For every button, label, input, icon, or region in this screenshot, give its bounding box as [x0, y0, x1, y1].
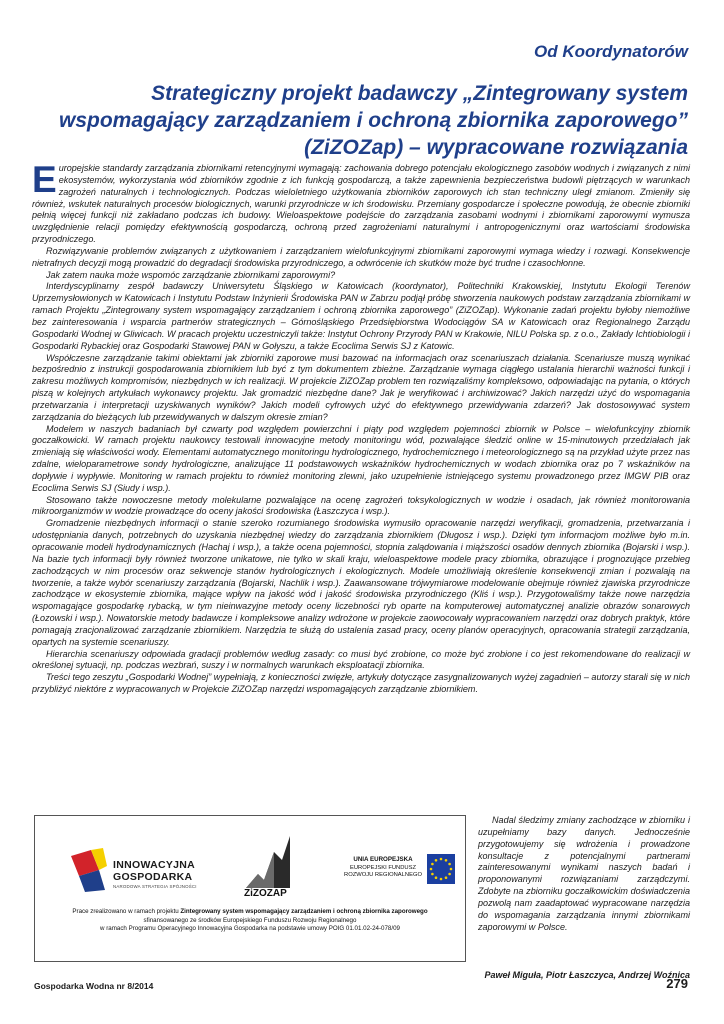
eu-logo — [331, 852, 456, 886]
funding-project-name: Zintegrowany system wspomagający zarządzaniem i ochroną zbiornika zaporowego — [180, 908, 428, 915]
paragraph-7: Stosowano także nowoczesne metody molekularne pozwalające na ocenę zagrożeń toksykologicznych w wodzie i osadach, jak również monitorowania mikroorganizmów w wodzie prowadzące do oceny jakości środowiska (Łaszczyca i wsp.). — [32, 494, 690, 517]
drop-cap: E — [32, 159, 57, 200]
article-body — [32, 159, 690, 696]
paragraph-1-text: uropejskie standardy zarządzania zbiornikami retencyjnymi wymagają: zachowania dobrego potencjału ekologicznego zasobów wodnych i związanych z nimi ekosystemów, wykorzystania wód zbiorników zgodnie z ich funkcją gospodarczą, a także zapewnienia bezpieczeństwa budowli piętrzących w warunkach zagrożeń naturalnych i technologicznych. Podczas wieloletniego użytkowania zbiorników zaporowych ich stan techniczny uległ zmianom. Zmieniły się również, wskutek naturalnych procesów biologicznych, warunki przyrodnicze w ich środowisku. Przemiany gospodarcze i społeczne powodują, że obecnie zbiorniki pełnią więcej funkcji niż zakładano podczas ich budowy. Wieloaspektowe podejście do zarządzania zasobami wodnymi i zbiornikami zaporowymi wymusza uwzględnienie relacji pomiędzy efektywnością gospodarczą, ochroną przed zagrożeniami naturalnymi i antropogenicznymi oraz wartościami środowiska przyrodniczego. — [32, 163, 690, 245]
funding-line-3: w ramach Programu Operacyjnego Innowacyjna Gospodarka na podstawie umowy POIG 01.01.02-24-078/09 — [100, 925, 400, 933]
title-line-2: wspomagający zarządzaniem i ochroną zbiornika zaporowego” — [59, 109, 688, 132]
eu-logo-line-3: ROZWOJU REGIONALNEGO — [344, 872, 422, 878]
sidebar-paragraph: Nadal śledzimy zmiany zachodzące w zbiorniku i uzupełniamy bazy danych. Jednocześnie przygotowujemy się wdrożenia i prowadzone konsultacje z potencjalnymi partnerami zainteresowanymi wynikami naszych badań i proponowanymi rozwiązaniami zarządczymi. Zdobyte na zbiorniku goczałkowickim doświadczenia pozwolą nam zaadaptować wypracowane narzędzia do wspomagania zarządzania innymi zbiornikami zaporowymi w Polsce. — [478, 815, 690, 932]
paragraph-9: Hierarchia scenariuszy odpowiada gradacji problemów według zasady: co musi być zrobione, co może być zrobione i co jest rekomendowane do realizacji w określonej sytuacji, np. podczas wezbrań, suszy i w normalnych warunkach eksploatacji zbiornika. — [32, 648, 690, 671]
title-line-1: Strategiczny projekt badawczy „Zintegrowany system — [151, 82, 688, 105]
funding-line-2: sfinansowanego ze środków Europejskiego Funduszu Rozwoju Regionalnego — [143, 916, 357, 924]
title-line-3: (ZiZOZap) – wypracowane rozwiązania — [304, 136, 688, 159]
ig-logo-line-1: INNOWACYJNA — [113, 859, 196, 871]
funding-statement — [43, 908, 457, 934]
paragraph-2: Rozwiązywanie problemów związanych z użytkowaniem i zarządzaniem wielofunkcyjnymi zbiornikami zaporowymi wymaga wiedzy i rozwagi. Konsekwencje nietrafnych decyzji mogą prowadzić do degradacji środowiska przyrodniczego, a odwrócenie ich skutków może być trudne i czasochłonne. — [32, 245, 690, 268]
paragraph-3: Jak zatem nauka może wspomóc zarządzanie zbiornikami zaporowymi? — [46, 269, 336, 280]
eu-logo-line-1: UNIA EUROPEJSKA — [353, 856, 413, 863]
journal-footer: Gospodarka Wodna nr 8/2014 — [34, 981, 154, 991]
funding-box — [34, 815, 466, 962]
article-title — [32, 80, 688, 161]
paragraph-6: Modelem w naszych badaniach był czwarty pod względem powierzchni i piąty pod względem pojemności zbiornik w Polsce – wielofunkcyjny zbiornik goczałkowicki. W ramach projektu naukowcy testowali innowacyjne metody monitoringu wód, pozwalające śledzić online w 15-minutowych przedziałach jak zmieniają się właściwości wody. Elementami automatycznego monitoringu hydrologicznego, hydrochemicznego i meteorologicznego są na przykład użyte przez nas zdalne, wieloparametrowe sondy hydrologiczne, analizujące 11 podstawowych wskaźników hydrochemicznych w wodach zbiornika oraz po 7 wskaźników na dopływie i wypływie. Monitoring w ramach projektu to również monitoring zlewni, jako uzupełnienie istniejącego systemu prowadzonego przez IMGW PIB oraz Ecoclima Serwis SJ (Siudy i wsp.). — [32, 423, 690, 493]
authors: Paweł Miguła, Piotr Łaszczyca, Andrzej Woźnica — [484, 970, 690, 980]
paragraph-1 — [32, 159, 690, 246]
ig-logo-line-3: NARODOWA STRATEGIA SPÓJNOŚCI — [113, 884, 197, 889]
zizozap-logo-text: ZiZOZAP — [244, 888, 287, 898]
zizozap-logo — [240, 830, 295, 898]
section-heading: Od Koordynatorów — [534, 42, 688, 61]
funding-line-1 — [43, 908, 457, 917]
funding-line-1-prefix: Prace zrealizowano w ramach projektu — [72, 908, 181, 915]
paragraph-10: Treści tego zeszytu „Gospodarki Wodnej” wypełniają, z konieczności zwięzłe, artykuły dotyczące zasygnalizowanych wyżej zagadnień – autorzy starali się w nich przybliżyć niektóre z wypracowanych w Projekcie ZiZOZap narzędzi wspomagających zarządzanie zbiornikiem. — [32, 672, 690, 695]
eu-logo-line-2: EUROPEJSKI FUNDUSZ — [349, 865, 417, 871]
paragraph-8: Gromadzenie niezbędnych informacji o stanie szeroko rozumianego środowiska wymusiło opracowanie narzędzi weryfikacji, gromadzenia, przetwarzania i udostępniania danych, potrzebnych do uzyskania niezbędnej wiedzy do zarządzania zbiornikiem (Długosz i wsp.). Dzięki tym informacjom możliwe było m.in. opracowanie modeli hydrodynamicznych (Hachaj i wsp.), a także ocena pojemności, stopnia zalądowania i miąższości osadów dennych zbiornika (Bojarski i wsp.). Na bazie tych informacji były również tworzone unikatowe, nie tylko w skali kraju, wieloaspektowe modele pracy zbiornika, obrazujące i prognozujące przebieg zachodzących w nim procesów oraz sekwencje stanów hydrologicznych i ekologicznych. Modele umożliwiają określenie konsekwencji zmian i pozwalają na tworzenie, a także wybór scenariuszy zarządzania (Bojarski, Nachlik i wsp.). Zaawansowane trójwymiarowe modelowanie obejmuje również zjawiska przyrodnicze zachodzące w ekosystemie zbiornika, mające wpływ na jakość wód i jakość środowiska przyrodniczego (Kliś i wsp.). Przygotowaliśmy także nowe narzędzia wspomagające gospodarkę rybacką, w tym nieinwazyjne metody oceny liczebności ryb oparte na komputerowej automatycznej analizie obrazów sonarowych (Łozowski i wsp.). Nowatorskie metody badawcze i kompleksowe analizy wdrożone w projekcie zaowocowały wypracowaniem narzędzi oraz dobrych praktyk, które pomagają zracjonalizować zarządzanie zbiornikiem. Narzędzia te służą do ustalenia zasad pracy, oceny planów operacyjnych, opracowania strategii zarządzania, opartych na systemie scenariuszy. — [32, 518, 690, 647]
ig-logo-line-2: GOSPODARKA — [113, 871, 193, 883]
sidebar-text — [478, 815, 690, 933]
paragraph-4: Interdyscyplinarny zespół badawczy Uniwersytetu Śląskiego w Katowicach (koordynator), Politechniki Krakowskiej, Instytutu Ekologii Terenów Uprzemysłowionych w Katowicach i Instytutu Podstaw Inżynierii Środowiska PAN w Zabrzu podjął próbę stworzenia naukowych podstaw zarządzania zbiornikami w ramach Projektu „Zintegrowany system wspomagający zarządzaniem i ochroną zbiornika zaporowego” (ZiZOZap). Wykonanie zadań projektu byłoby niemożliwe bez zainteresowania i wsparcia partnerów strategicznych – Górnośląskiego Przedsiębiorstwa Wodociągów SA w Katowicach oraz Regionalnego Zarządu Gospodarki Wodnej w Gliwicach. W pracach projektu uczestniczyli także: Instytut Ochrony Przyrody PAN w Krakowie, NILU Polska sp. z o.o., Zakłady Ichtiobiologii i Gospodarki Rybackiej oraz Gospodarki Stawowej PAN w Gołyszu, a także Ecoclima Serwis SJ z Katowic. — [32, 281, 690, 351]
innowacyjna-gospodarka-logo — [69, 846, 219, 894]
paragraph-5: Współczesne zarządzanie takimi obiektami jak zbiorniki zaporowe musi bazować na informacjach oraz scenariuszach działania. Scenariusze muszą wynikać bezpośrednio z instrukcji gospodarowania zbiornikiem lub być z tym dokumentem zbieżne. Zarządzanie wymaga ciągłego ustalania hierarchii ważności funkcji i zakresu możliwych kompromisów, niezbędnych w ich realizacji. W projekcie ZiZOZap problem ten rozwiązaliśmy kompleksowo, odpowiadając na pytania, o których piszą w kolejnych artykułach wykonawcy projektu. Jak gromadzić niezbędne dane? Jak je weryfikować i archiwizować? Jakich narzędzi użyć do wspomagania przetwarzania i interpretacji uzyskiwanych wyników? Jakich modeli cyfrowych użyć do efektywnego przewidywania zdarzeń? Jak dostosowywać system zarządzania do bieżących lub przewidywanych w dalszym okresie zmian? — [32, 352, 690, 422]
page-number: 279 — [666, 976, 688, 991]
